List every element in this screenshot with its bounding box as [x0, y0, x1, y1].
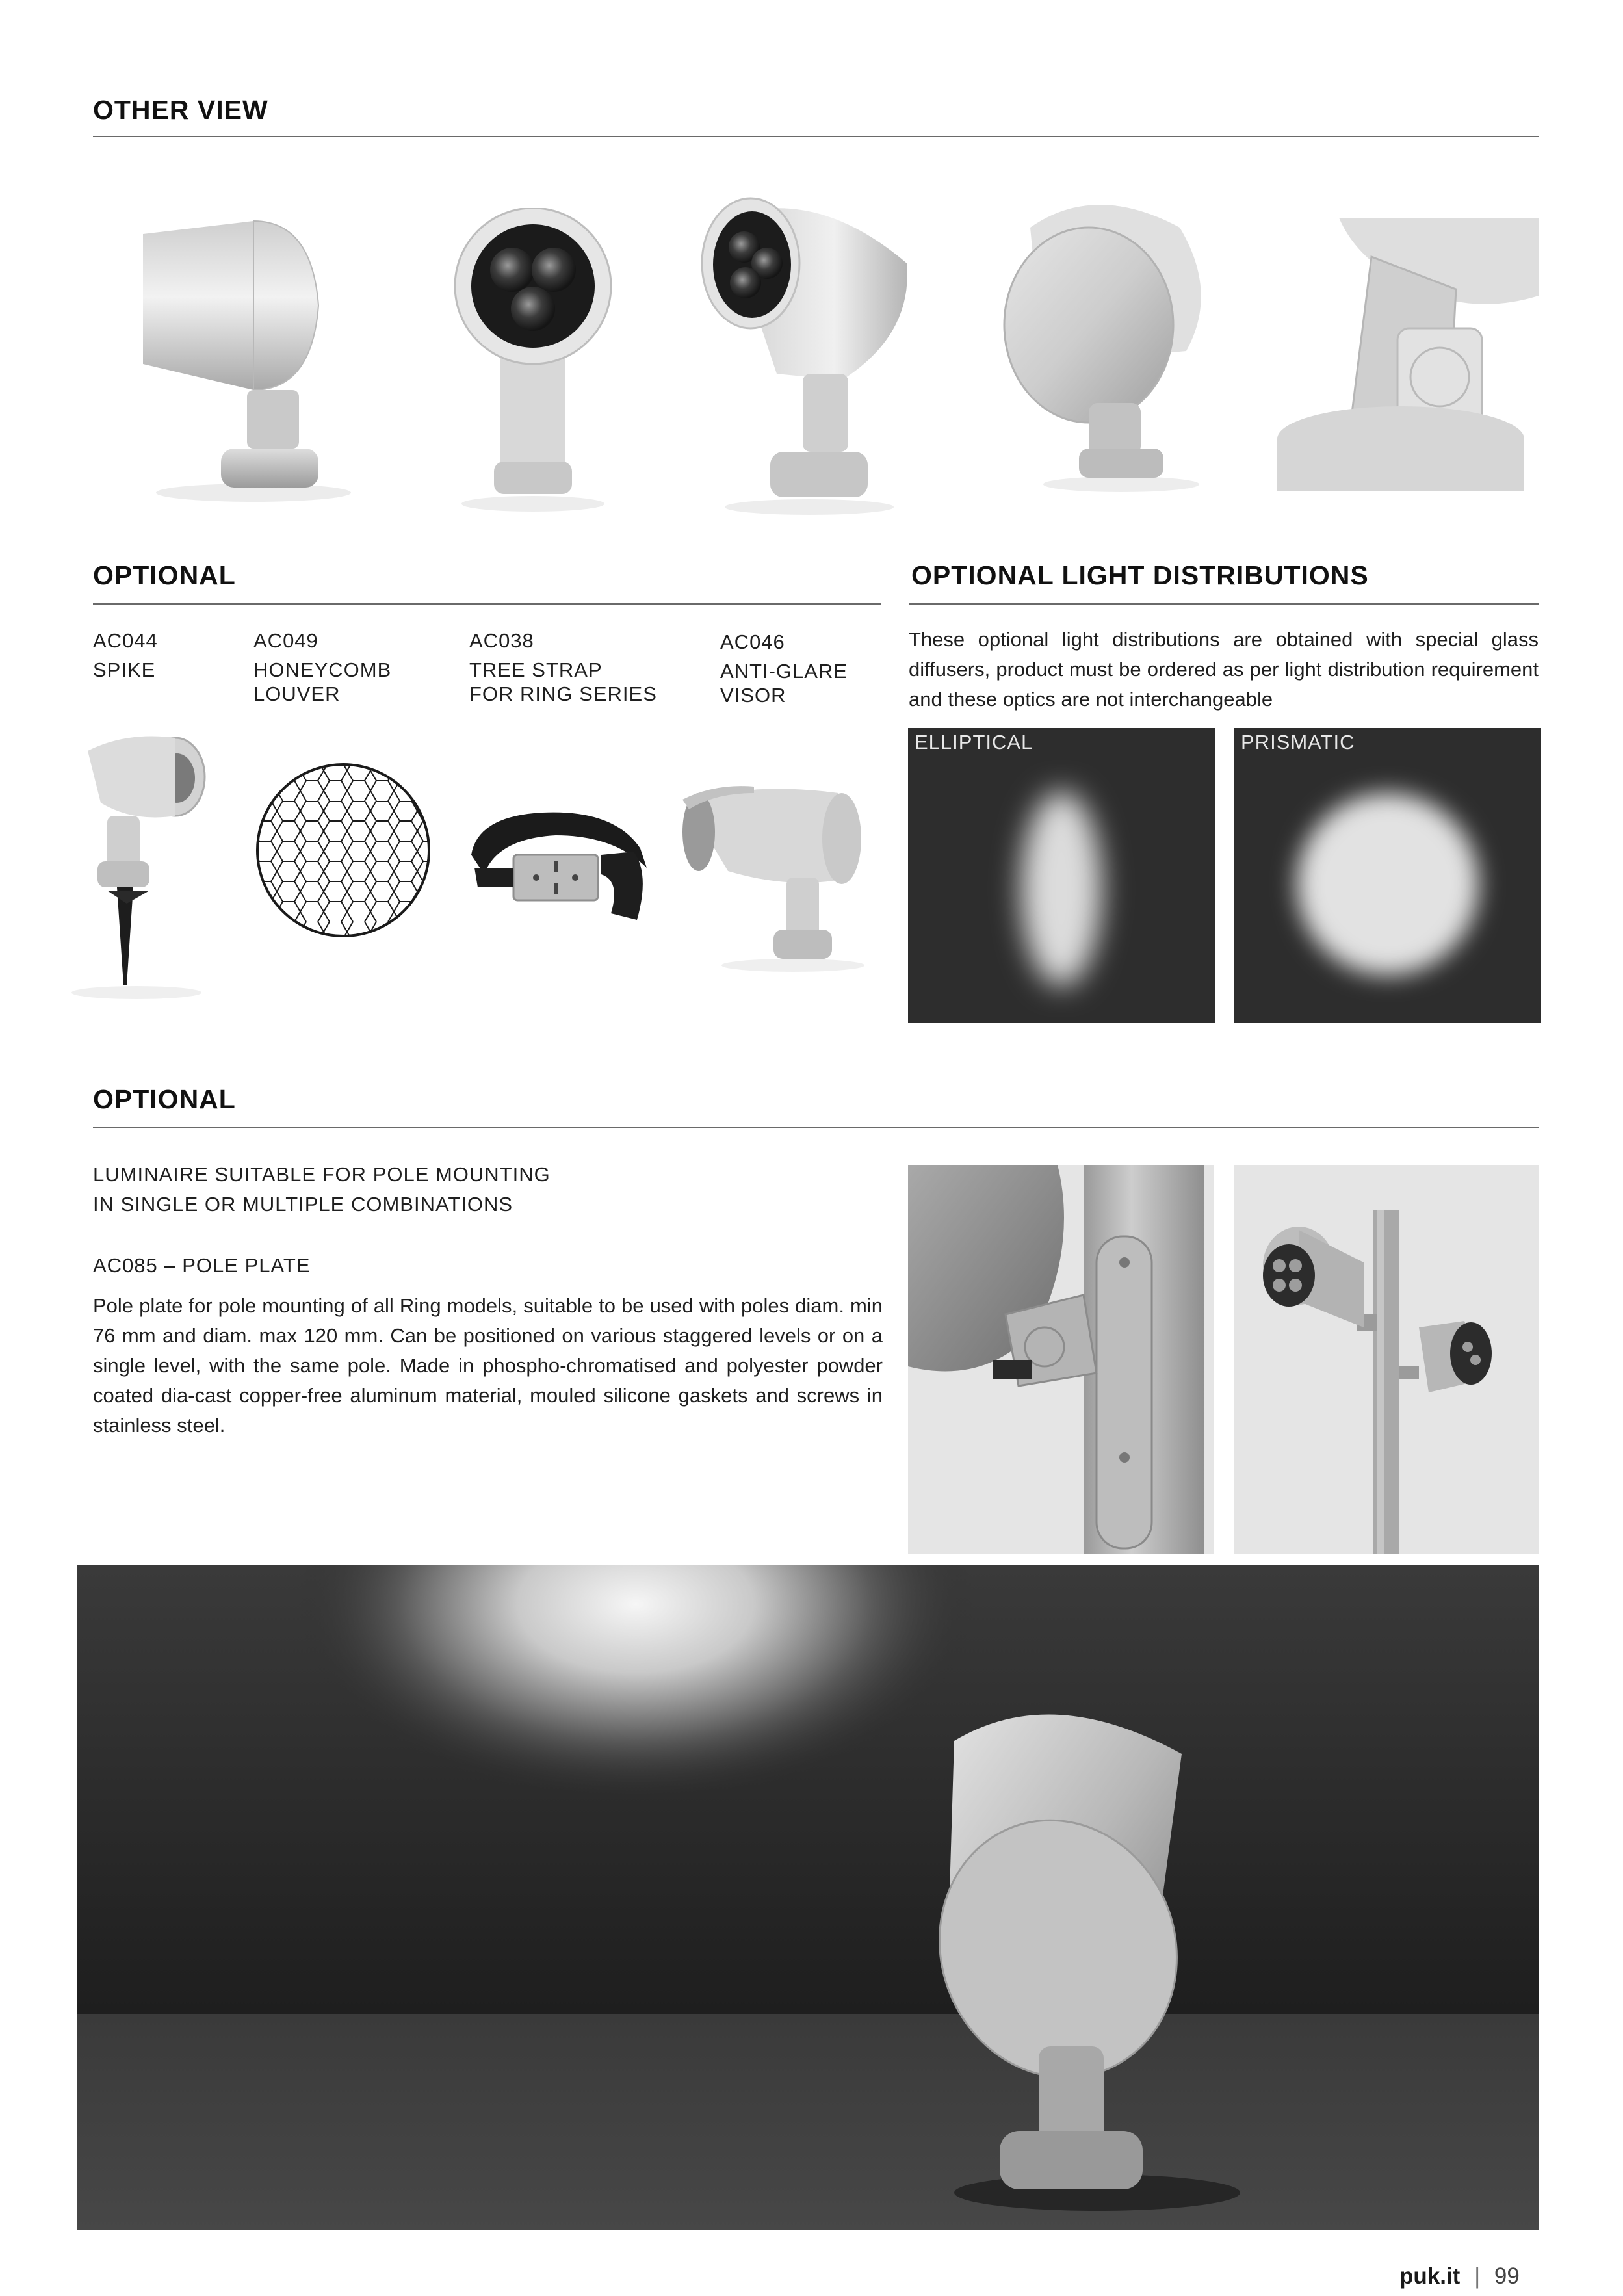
pole-plate-description: Pole plate for pole mounting of all Ring models, suitable to be used with poles diam. min 76 mm and diam. max 120 mm. Can be positioned on various staggered levels or on a single level, with the same pole. Made in phospho-chromatised and polyester powder coated dia-cast copper-free aluminum material, mouled silicone gaskets and screws in stainless steel.: [93, 1294, 883, 1437]
light-distributions-title: OPTIONAL LIGHT DISTRIBUTIONS: [911, 560, 1369, 590]
accessory-name: TREE STRAP: [469, 659, 603, 681]
elliptical-light-spot: [1021, 791, 1102, 986]
pole-mounting-intro: [93, 1160, 551, 1220]
accessory-name: HONEYCOMB: [253, 659, 392, 681]
optional-accessories-divider: [93, 603, 881, 605]
anti-glare-visor-image: [676, 780, 871, 975]
product-rear-view-image: [991, 189, 1225, 494]
product-side-view-image: [123, 195, 370, 507]
accessory-code: AC049: [253, 629, 318, 652]
accessory-code: AC038: [469, 629, 534, 652]
footer-separator: |: [1474, 2263, 1481, 2289]
pole-mounting-title: OPTIONAL: [93, 1084, 236, 1114]
prismatic-label: PRISMATIC: [1241, 731, 1355, 753]
accessory-spike: [93, 629, 158, 682]
accessory-anti-glare-visor: [720, 630, 848, 707]
accessory-name-line2: LOUVER: [253, 683, 341, 705]
product-front-view-image: [448, 208, 617, 514]
ambient-product-photo: [77, 1565, 1539, 2230]
accessory-tree-strap: [469, 629, 657, 706]
pole-mounting-intro-line1: LUMINAIRE SUITABLE FOR POLE MOUNTING: [93, 1163, 551, 1186]
pole-plate-product-code: AC085 – POLE PLATE: [93, 1254, 311, 1277]
other-view-divider: [93, 136, 1539, 137]
tree-strap-image: [465, 796, 653, 933]
prismatic-distribution-panel: [1234, 728, 1541, 1023]
accessory-honeycomb-louver: [253, 629, 391, 706]
accessory-name: SPIKE: [93, 659, 156, 681]
elliptical-label: ELLIPTICAL: [915, 731, 1033, 753]
product-three-quarter-front-image: [699, 192, 920, 517]
light-distributions-description: These optional light distributions are obtained with special glass diffusers, product must be ordered as per light distribution requirement and these optics are not interchangeable: [909, 628, 1539, 711]
other-view-title: OTHER VIEW: [93, 95, 268, 125]
accessory-name-line2: VISOR: [720, 684, 786, 707]
accessory-name: ANTI-GLARE: [720, 660, 848, 683]
light-distributions-divider: [909, 603, 1539, 605]
optional-accessories-title: OPTIONAL: [93, 560, 236, 590]
product-closeup-image: [1261, 218, 1539, 491]
accessory-name-line2: FOR RING SERIES: [469, 683, 657, 705]
prismatic-light-spot: [1297, 793, 1479, 975]
footer: [1399, 2263, 1520, 2289]
footer-page-number: 99: [1494, 2263, 1520, 2289]
elliptical-distribution-panel: [908, 728, 1215, 1023]
accessory-code: AC044: [93, 629, 158, 652]
pole-multiple-luminaires-image: [1234, 1165, 1539, 1554]
footer-site: puk.it: [1399, 2263, 1461, 2289]
pole-mounting-intro-line2: IN SINGLE OR MULTIPLE COMBINATIONS: [93, 1193, 513, 1216]
pole-mounting-divider: [93, 1127, 1539, 1128]
accessory-code: AC046: [720, 631, 785, 653]
pole-plate-closeup-image: [908, 1165, 1214, 1554]
honeycomb-louver-image: [253, 761, 433, 940]
spike-accessory-image: [62, 725, 211, 1001]
